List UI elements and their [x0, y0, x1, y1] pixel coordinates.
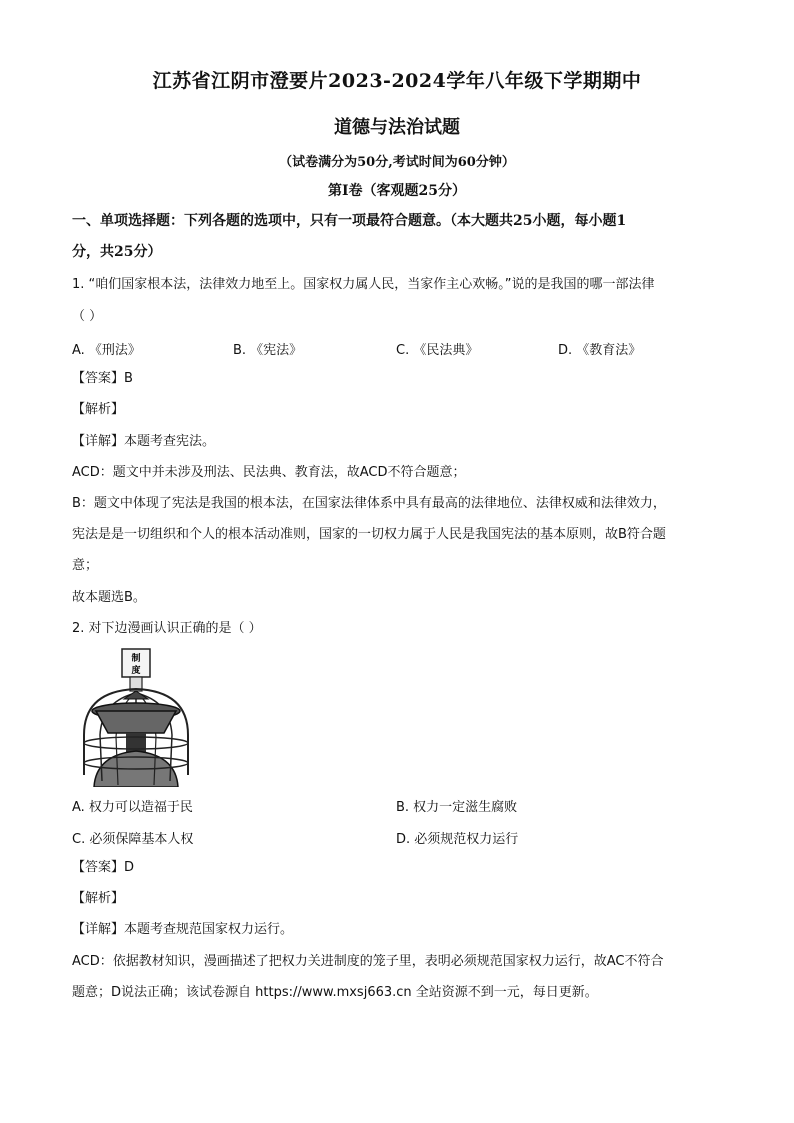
- q1-option-d: D. 《教育法》: [558, 343, 642, 358]
- q1-option-c: C. 《民法典》: [396, 343, 479, 358]
- q2-explanation-1: ACD：依据教材知识，漫画描述了把权力关进制度的笼子里，表明必须规范国家权力运行，故AC不符合: [72, 954, 664, 969]
- q2-detail: 【详解】本题考查规范国家权力运行。: [72, 922, 294, 937]
- q1-conclusion: 故本题选B。: [72, 590, 146, 605]
- q2-stem: 2. 对下边漫画认识正确的是（ ）: [72, 621, 262, 636]
- section-instruction-2: 分，共25分）: [72, 244, 162, 260]
- part-heading: 第Ⅰ卷（客观题25分）: [327, 183, 467, 199]
- q2-explanation-2: 题意；D说法正确；该试卷源自 https://www.mxsj663.cn 全站资源不到一元，每日更新。: [72, 985, 598, 1000]
- cartoon-tag-text-1: 制: [131, 654, 141, 664]
- exam-title: 江苏省江阴市澄要片2023-2024学年八年级下学期期中: [152, 70, 642, 92]
- q2-option-b: B. 权力一定滋生腐败: [396, 800, 518, 815]
- q1-explanation-4: 意；: [72, 558, 99, 573]
- q2-option-d: D. 必须规范权力运行: [396, 832, 519, 847]
- q1-explanation-3: 宪法是是一切组织和个人的根本活动准则，国家的一切权力属于人民是我国宪法的基本原则，故B符合题: [72, 527, 666, 542]
- q1-answer: [72, 370, 732, 388]
- q1-answer-value: B: [124, 371, 133, 386]
- section-instruction-1: 一、单项选择题：下列各题的选项中，只有一项最符合题意。（本大题共25小题，每小题1: [72, 213, 627, 229]
- q1-stem-2: （ ）: [72, 309, 103, 324]
- q2-answer-value: D: [124, 860, 135, 875]
- q2-analysis-label: 【解析】: [72, 891, 125, 906]
- cartoon-cage-image: [74, 647, 214, 787]
- q1-option-b: B. 《宪法》: [233, 343, 303, 358]
- q2-answer: [72, 859, 732, 877]
- q2-option-c: C. 必须保障基本人权: [72, 832, 194, 847]
- q2-option-a: A. 权力可以造福于民: [72, 800, 193, 815]
- q1-answer-label: 【答案】: [72, 371, 125, 386]
- q1-option-a: A. 《刑法》: [72, 343, 141, 358]
- q1-explanation-1: ACD：题文中并未涉及刑法、民法典、教育法，故ACD不符合题意；: [72, 465, 466, 480]
- exam-note: （试卷满分为50分,考试时间为60分钟）: [279, 155, 515, 170]
- q1-detail: 【详解】本题考查宪法。: [72, 434, 216, 449]
- q1-analysis-label: 【解析】: [72, 402, 125, 417]
- q2-answer-label: 【答案】: [72, 860, 125, 875]
- cartoon-tag-text-2: 度: [131, 666, 141, 676]
- q1-explanation-2: B：题文中体现了宪法是我国的根本法，在国家法律体系中具有最高的法律地位、法律权威和法律效力，: [72, 496, 666, 511]
- q1-stem-1: 1. “咱们国家根本法，法律效力地至上。国家权力属人民，当家作主心欢畅。”说的是我国的哪一部法律: [72, 277, 655, 292]
- exam-subtitle: 道德与法治试题: [334, 117, 460, 138]
